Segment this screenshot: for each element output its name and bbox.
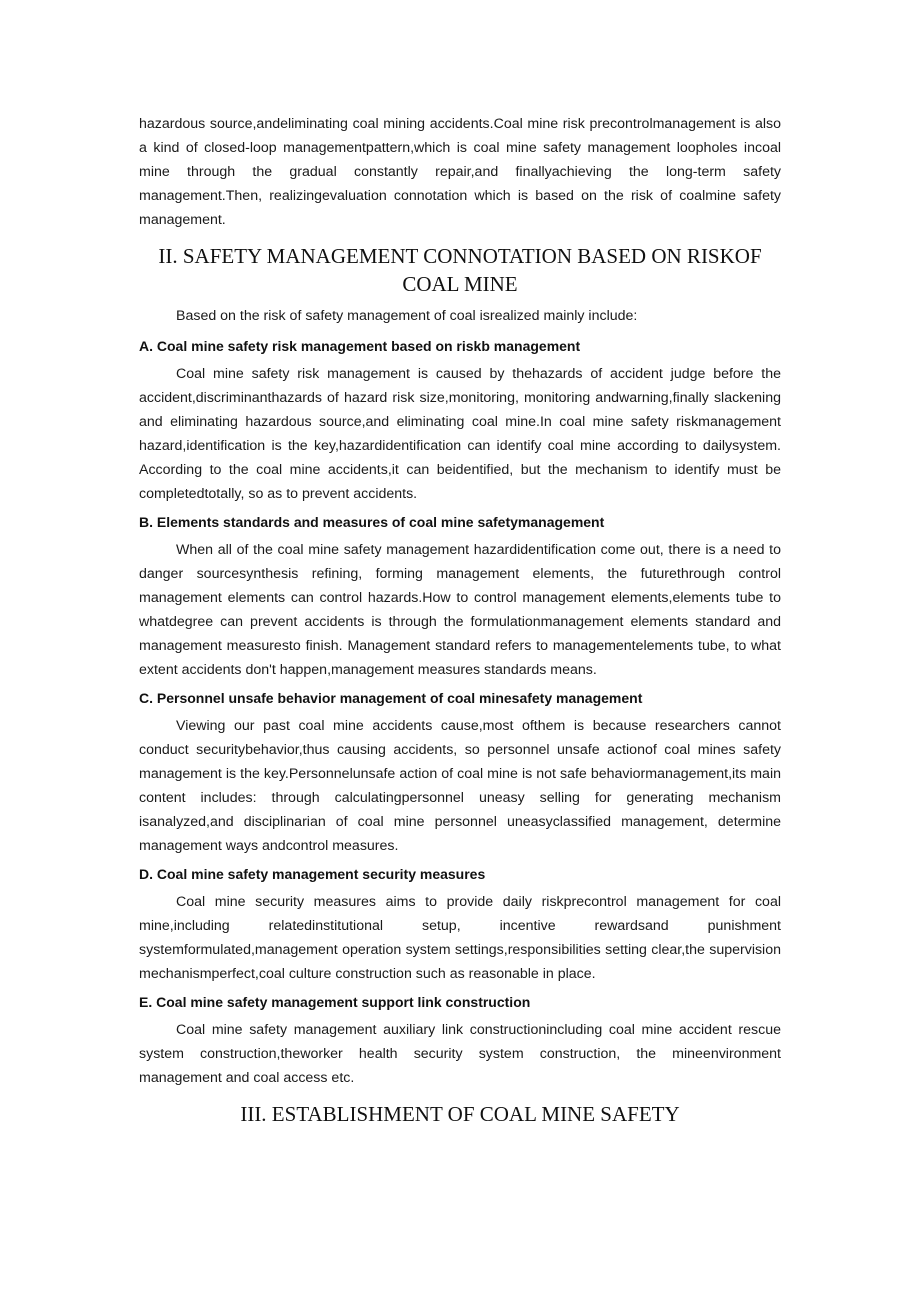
subsection-b-heading: B. Elements standards and measures of coal mine safetymanagement — [139, 514, 605, 530]
document-page — [139, 112, 781, 1134]
section-2-title-line2: COAL MINE — [402, 272, 518, 296]
subsection-a-text: Coal mine safety risk management is caused by thehazards of accident judge before the accident,discriminanthazards of hazard risk size,monitoring, monitoring andwarning,finally slackening and eliminating hazardous source,and eliminating coal mine.In coal mine safety riskmanagement hazard,identification is the key,hazardidentification can identify coal mine according to dailysystem. According to the coal mine accidents,it can beidentified, but the mechanism to identify must be completedtotally, so as to prevent accidents. — [139, 366, 781, 502]
subsection-a-heading: A. Coal mine safety risk management based on riskb management — [139, 338, 581, 354]
subsection-e-text: Coal mine safety management auxiliary link constructionincluding coal mine accident rescue system construction,theworker health security system construction, the mineenvironment management and coal access etc. — [139, 1022, 781, 1086]
subsection-d-heading: D. Coal mine safety management security measures — [139, 866, 486, 882]
subsection-b-text: When all of the coal mine safety management hazardidentification come out, there is a need to danger sourcesynthesis refining, forming management elements, the futurethrough control management elements can control hazards.How to control management elements,elements tube to whatdegree can prevent accidents is through the formulationmanagement elements standard and management measuresto finish. Management standard refers to managementelements tube, to what extent accidents don't happen,management measures standards means. — [139, 542, 781, 678]
intro-paragraph: hazardous source,andeliminating coal mining accidents.Coal mine risk precontrolmanagement is also a kind of closed-loop managementpattern,which is coal mine safety management loopholes incoal mine through the gradual constantly repair,and finallyachieving the long-term safety management.Then, realizingevaluation connotation which is based on the risk of coalmine safety management. — [139, 116, 781, 228]
subsection-c-text: Viewing our past coal mine accidents cause,most ofthem is because researchers cannot conduct securitybehavior,thus causing accidents, so personnel unsafe actionof coal mines safety management is the key.Personnelunsafe action of coal mine is not safe behaviormanagement,its main content includes: through calculatingpersonnel uneasy selling for generating mechanism isanalyzed,and disciplinarian of coal mine personnel uneasyclassified management, determine management ways andcontrol measures. — [139, 718, 781, 854]
section-3-title: III. ESTABLISHMENT OF COAL MINE SAFETY — [240, 1102, 680, 1126]
section-2-intro: Based on the risk of safety management of coal isrealized mainly include: — [176, 308, 638, 324]
section-2-title-line1: II. SAFETY MANAGEMENT CONNOTATION BASED ON RISKOF — [158, 244, 762, 268]
subsection-d-text: Coal mine security measures aims to provide daily riskprecontrol management for coal mine,including relatedinstitutional setup, incentive rewardsand punishment systemformulated,management operation system settings,responsibilities setting clear,the supervision mechanismperfect,coal culture construction such as reasonable in place. — [139, 894, 781, 982]
subsection-e-heading: E. Coal mine safety management support link construction — [139, 994, 531, 1010]
section-2-title — [139, 242, 781, 298]
subsection-c-heading: C. Personnel unsafe behavior management of coal minesafety management — [139, 690, 643, 706]
